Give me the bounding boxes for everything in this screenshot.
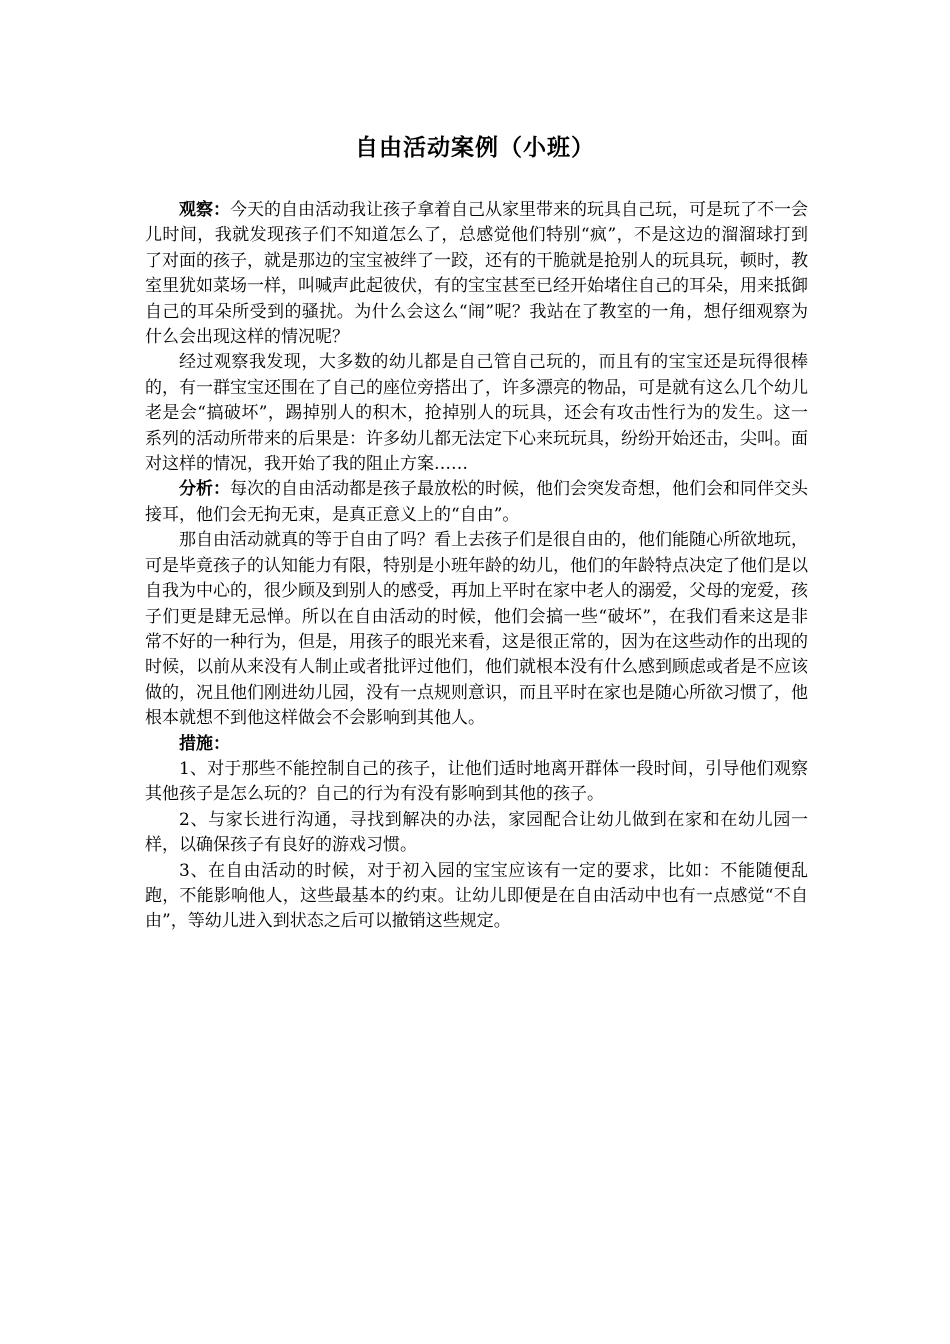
paragraph-text: 经过观察我发现，大多数的幼儿都是自己管自己玩的，而且有的宝宝还是玩得很棒的，有一群宝宝还围在了自己的座位旁搭出了，许多漂亮的物品，可是就有这么几个幼儿老是会“搞破坏”，踢掉别人的积木，抢掉别人的玩具，还会有攻击性行为的发生。这一系列的活动所带来的后果是：许多幼儿都无法定下心来玩玩具，纷纷开始还击，尖叫。面对这样的情况，我开始了我的阻止方案…… (145, 352, 808, 475)
paragraph-text: 3、在自由活动的时候，对于初入园的宝宝应该有一定的要求，比如：不能随便乱跑，不能影响他人，这些最基本的约束。让幼儿即便是在自由活动中也有一点感觉“不自由”，等幼儿进入到状态之后可以撤销这些规定。 (145, 860, 808, 932)
paragraph-text: 2、与家长进行沟通，寻找到解决的办法，家园配合让幼儿做到在家和在幼儿园一样，以确保孩子有良好的游戏习惯。 (145, 809, 808, 856)
paragraph-label: 措施： (179, 733, 230, 754)
paragraph-measures-heading (145, 732, 808, 757)
paragraph-label: 分析： (179, 479, 230, 500)
document-body (145, 198, 808, 935)
paragraph-label: 观察： (179, 200, 230, 220)
paragraph-observation (145, 198, 808, 350)
paragraph-observation-detail (145, 350, 808, 477)
document-title: 自由活动案例（小班） (355, 134, 595, 161)
paragraph-text: 每次的自由活动都是孩子最放松的时候，他们会突发奇想，他们会和同伴交头接耳，他们会无拘无束，是真正意义上的“自由”。 (145, 479, 808, 525)
paragraph-analysis (145, 477, 808, 528)
paragraph-text: 1、对于那些不能控制自己的孩子，让他们适时地离开群体一段时间，引导他们观察其他孩子是怎么玩的？自己的行为有没有影响到其他的孩子。 (145, 758, 808, 805)
paragraph-text: 今天的自由活动我让孩子拿着自己从家里带来的玩具自己玩，可是玩了不一会儿时间，我就发现孩子们不知道怎么了，总感觉他们特别“疯”，不是这边的溜溜球打到了对面的孩子，就是那边的宝宝被绊了一跤，还有的干脆就是抢别人的玩具玩，顿时，教室里犹如菜场一样，叫喊声此起彼伏，有的宝宝甚至已经开始堵住自己的耳朵，用来抵御自己的耳朵所受到的骚扰。为什么会这么“闹”呢？我站在了教室的一角，想仔细观察为什么会出现这样的情况呢？ (145, 200, 808, 348)
paragraph-measure-3 (145, 859, 808, 935)
paragraph-analysis-detail (145, 528, 808, 731)
paragraph-text: 那自由活动就真的等于自由了吗？看上去孩子们是很自由的，他们能随心所欲地玩，可是毕竟孩子的认知能力有限，特别是小班年龄的幼儿，他们的年龄特点决定了他们是以自我为中心的，很少顾及到别人的感受，再加上平时在家中老人的溺爱，父母的宠爱，孩子们更是肆无忌惮。所以在自由活动的时候，他们会搞一些“破坏”，在我们看来这是非常不好的一种行为，但是，用孩子的眼光来看，这是很正常的，因为在这些动作的出现的时候，以前从来没有人制止或者批评过他们，他们就根本没有什么感到顾虑或者是不应该做的，况且他们刚进幼儿园，没有一点规则意识，而且平时在家也是随心所欲习惯了，他根本就想不到他这样做会不会影响到其他人。 (145, 530, 808, 729)
paragraph-measure-1 (145, 757, 808, 808)
paragraph-measure-2 (145, 808, 808, 859)
